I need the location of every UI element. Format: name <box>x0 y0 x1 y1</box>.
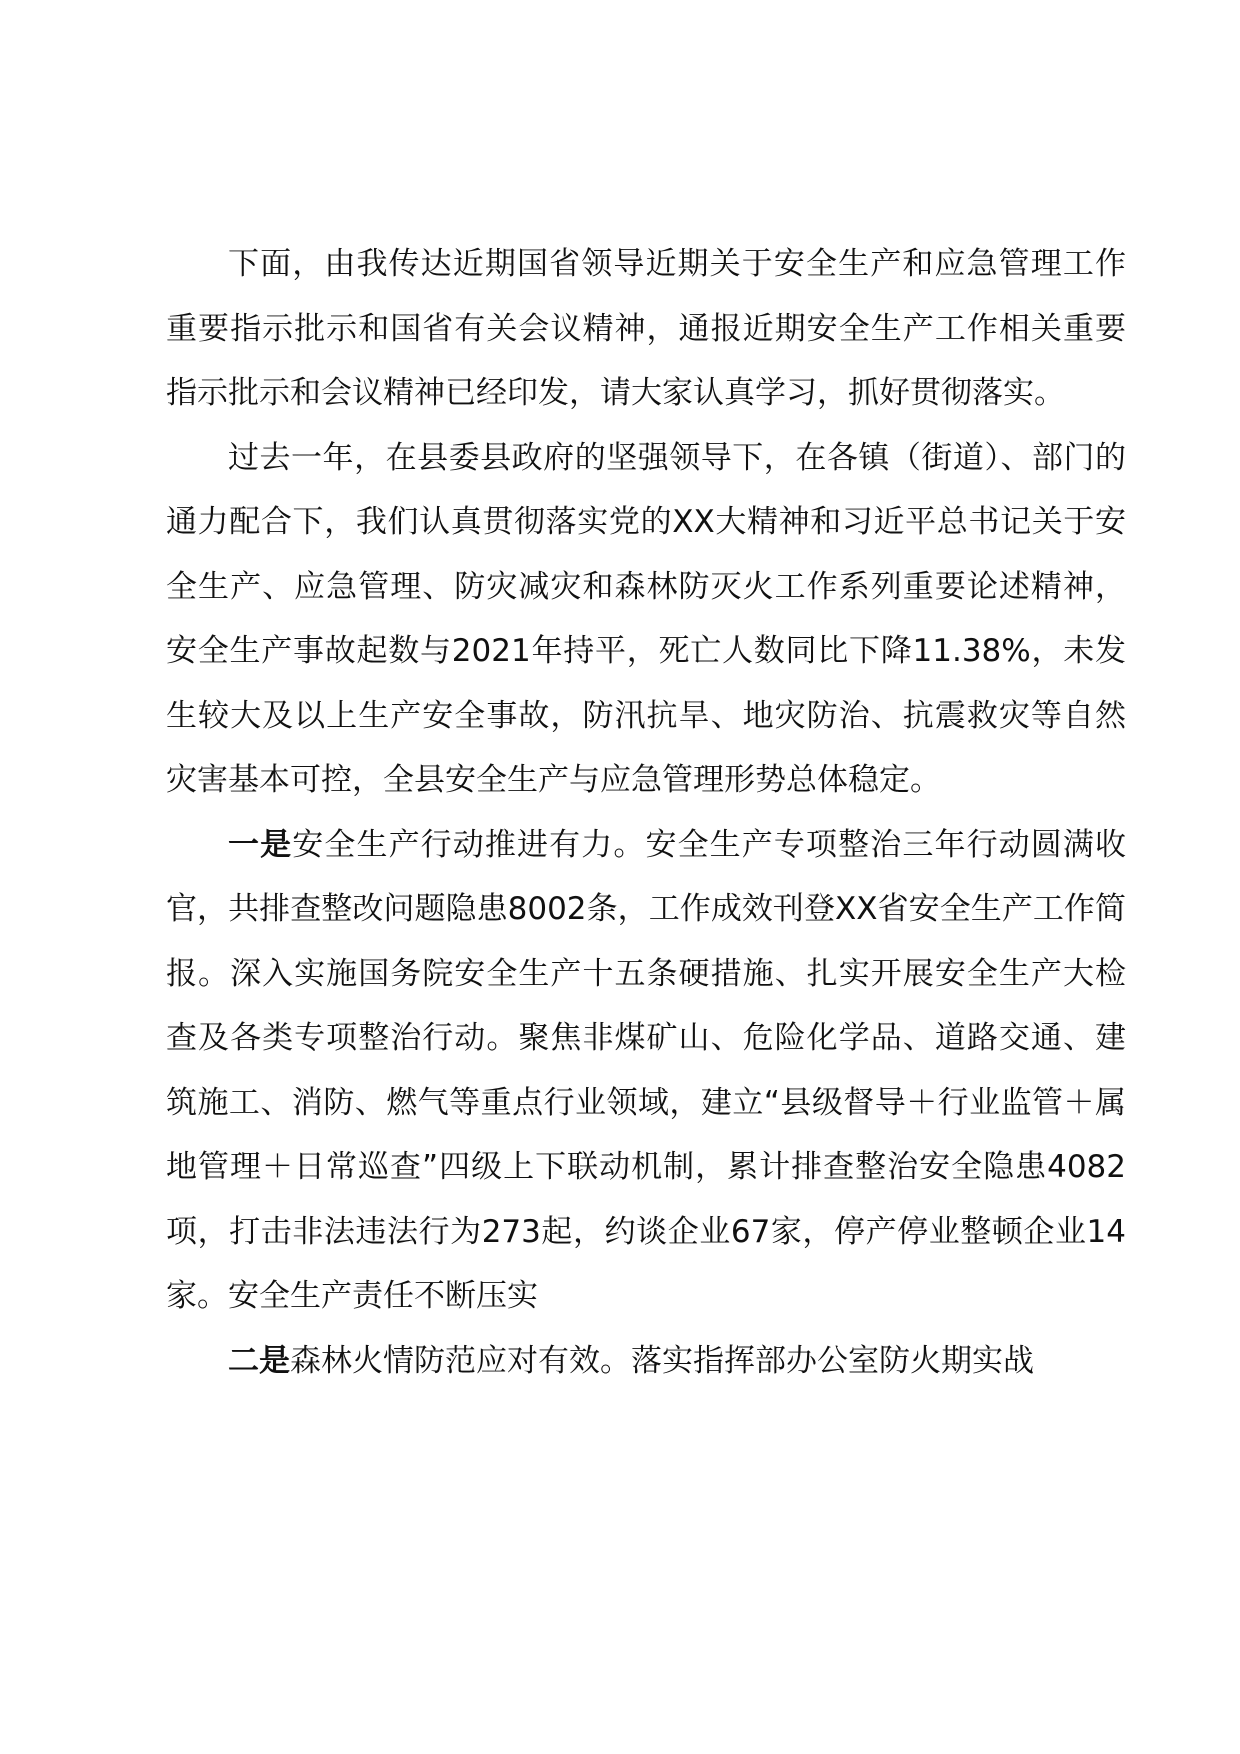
paragraph-lead: 一是 <box>228 826 293 863</box>
paragraph-point-two <box>166 1329 1126 1394</box>
paragraph-review <box>166 426 1126 813</box>
paragraph-text: 下面，由我传达近期国省领导近期关于安全生产和应急管理工作重要指示批示和国省有关会议精神，通报近期安全生产工作相关重要指示批示和会议精神已经印发，请大家认真学习，抓好贯彻落实。 <box>166 246 1126 411</box>
document-body <box>166 232 1126 1393</box>
paragraph-text: 安全生产行动推进有力。安全生产专项整治三年行动圆满收官，共排查整改问题隐患8002条，工作成效刊登XX省安全生产工作简报。深入实施国务院安全生产十五条硬措施、扎实开展安全生产大检查及各类专项整治行动。聚焦非煤矿山、危险化学品、道路交通、建筑施工、消防、燃气等重点行业领域，建立“县级督导＋行业监管＋属地管理＋日常巡查”四级上下联动机制，累计排查整治安全隐患4082项，打击非法违法行为273起，约谈企业67家，停产停业整顿企业14家。安全生产责任不断压实 <box>166 826 1127 1314</box>
paragraph-intro <box>166 232 1126 426</box>
paragraph-text: 森林火情防范应对有效。落实指挥部办公室防火期实战 <box>290 1342 1034 1379</box>
paragraph-text: 过去一年，在县委县政府的坚强领导下，在各镇（街道）、部门的通力配合下，我们认真贯彻落实党的XX大精神和习近平总书记关于安全生产、应急管理、防灾减灾和森林防灭火工作系列重要论述精神，安全生产事故起数与2021年持平，死亡人数同比下降11.38%，未发生较大及以上生产安全事故，防汛抗旱、地灾防治、抗震救灾等自然灾害基本可控，全县安全生产与应急管理形势总体稳定。 <box>166 439 1126 798</box>
paragraph-point-one <box>166 813 1126 1329</box>
paragraph-lead: 二是 <box>228 1342 290 1379</box>
